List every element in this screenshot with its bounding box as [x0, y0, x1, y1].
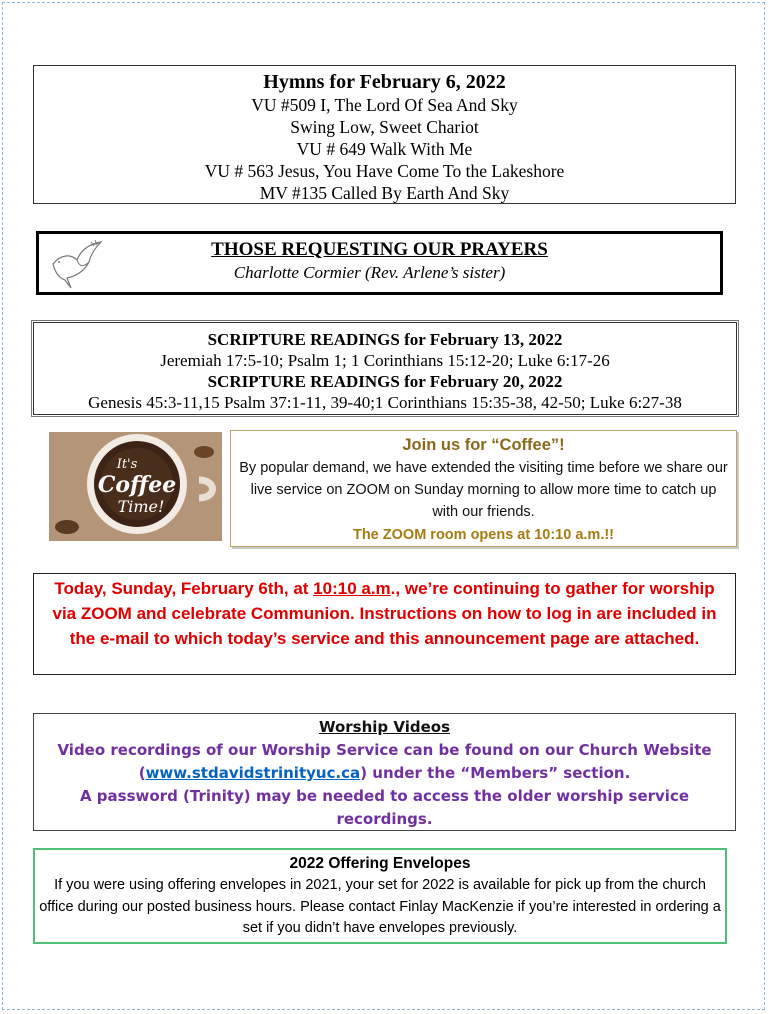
hymns-title: Hymns for February 6, 2022	[263, 71, 506, 93]
hymns-box	[33, 65, 736, 204]
scripture-title-2: SCRIPTURE READINGS for February 20, 2022	[207, 372, 563, 391]
hymn-line: VU #509 I, The Lord Of Sea And Sky	[251, 95, 518, 115]
hymn-line: Swing Low, Sweet Chariot	[290, 117, 479, 137]
scripture-readings-1: Jeremiah 17:5-10; Psalm 1; 1 Corinthians 15:12-20; Luke 6:17-26	[160, 351, 610, 370]
hymn-line: VU # 563 Jesus, You Have Come To the Lakeshore	[204, 161, 565, 181]
scripture-readings-2: Genesis 45:3-11,15 Psalm 37:1-11, 39-40;1 Corinthians 15:35-38, 42-50; Luke 6:27-38	[88, 393, 682, 412]
hymn-line: MV #135 Called By Earth And Sky	[259, 183, 510, 203]
videos-password-note: A password (Trinity) may be needed to access the older worship service recordings.	[79, 787, 690, 828]
offering-text: If you were using offering envelopes in 2021, your set for 2022 is available for pick up from the church office during our posted business hours. Please contact Finlay MacKenzie if you’re interested in ordering a set if you didn’t have envelopes previously.	[39, 877, 721, 936]
videos-text	[34, 739, 735, 785]
today-text-2: ., we’re continuing to gather for worship via ZOOM and celebrate Communion. Instructions on how to log in are included in the e-mail to which today’s service and this announcement page are attached.	[52, 579, 717, 648]
videos-box	[33, 713, 736, 831]
scripture-box	[33, 322, 737, 415]
today-box	[33, 573, 736, 675]
coffee-image	[49, 432, 222, 541]
svg-text:It's: It's	[116, 457, 138, 472]
coffee-note: The ZOOM room opens at 10:10 a.m.!!	[352, 527, 615, 543]
videos-text-1: Video recordings of our Worship Service can be found on our Church Website (	[57, 741, 712, 782]
offering-title: 2022 Offering Envelopes	[289, 855, 471, 872]
scripture-title-1: SCRIPTURE READINGS for February 13, 2022	[207, 330, 563, 349]
svg-text:Time!: Time!	[117, 497, 165, 516]
prayers-box	[36, 231, 723, 295]
prayers-title: THOSE REQUESTING OUR PRAYERS	[211, 239, 548, 260]
prayer-name: Charlotte Cormier (Rev. Arlene’s sister)	[233, 263, 506, 282]
videos-title: Worship Videos	[318, 718, 451, 736]
offering-box	[33, 848, 727, 944]
dove-icon	[45, 236, 107, 290]
coffee-title: Join us for “Coffee”!	[402, 436, 565, 454]
coffee-box	[230, 430, 737, 547]
svg-text:Coffee: Coffee	[97, 472, 177, 498]
coffee-body: By popular demand, we have extended the visiting time before we share our live service on ZOOM on Sunday morning to allow more time to catch up with our friends.	[239, 460, 728, 520]
hymn-line: VU # 649 Walk With Me	[296, 139, 473, 159]
today-time: 10:10 a.m	[313, 579, 391, 598]
website-link[interactable]: www.stdavidstrinityuc.ca	[145, 764, 361, 782]
today-text-1: Today, Sunday, February 6th, at	[54, 579, 314, 598]
videos-text-2: ) under the “Members” section.	[360, 764, 631, 782]
today-announcement	[34, 576, 735, 651]
